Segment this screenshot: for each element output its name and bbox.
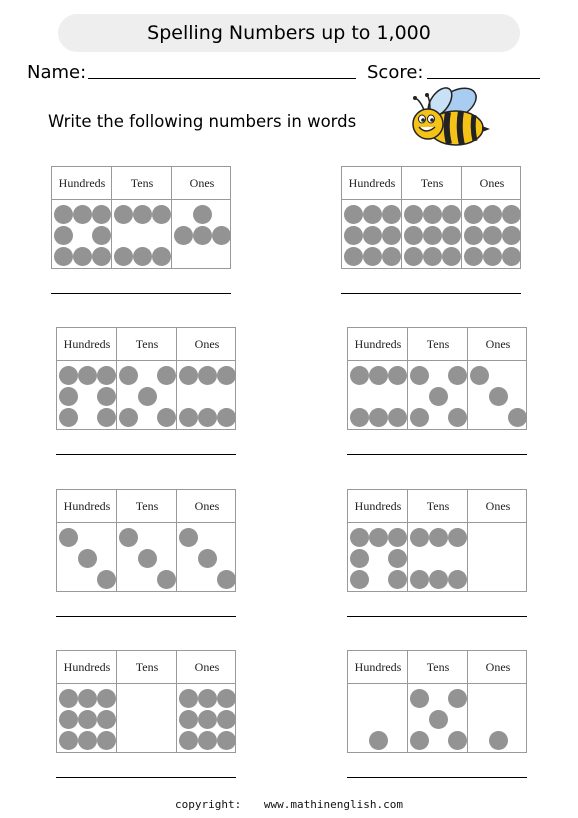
hundreds-counter bbox=[382, 247, 401, 266]
column-divider bbox=[407, 328, 408, 429]
hundreds-counter bbox=[59, 710, 78, 729]
place-value-table bbox=[347, 327, 527, 430]
place-value-table bbox=[347, 650, 527, 753]
hundreds-counter bbox=[363, 247, 382, 266]
ones-counter bbox=[502, 205, 521, 224]
tens-counter bbox=[442, 247, 461, 266]
hundreds-counter bbox=[73, 247, 92, 266]
score-label: Score: bbox=[367, 62, 424, 83]
header-tens: Tens bbox=[420, 176, 444, 190]
hundreds-counter bbox=[54, 205, 73, 224]
hundreds-counter bbox=[97, 387, 116, 406]
header-ones: Ones bbox=[194, 337, 220, 351]
tens-counter bbox=[442, 226, 461, 245]
hundreds-counter bbox=[369, 366, 388, 385]
hundreds-counter bbox=[382, 226, 401, 245]
name-field-line[interactable] bbox=[88, 78, 356, 79]
header-divider bbox=[57, 522, 235, 523]
ones-counter bbox=[198, 408, 217, 427]
tens-counter bbox=[119, 408, 138, 427]
tens-counter bbox=[119, 366, 138, 385]
answer-line[interactable] bbox=[56, 616, 236, 617]
ones-counter bbox=[502, 247, 521, 266]
answer-line[interactable] bbox=[347, 616, 527, 617]
place-value-table bbox=[56, 327, 236, 430]
hundreds-counter bbox=[388, 570, 407, 589]
name-label: Name: bbox=[27, 62, 87, 83]
hundreds-counter bbox=[92, 226, 111, 245]
answer-line[interactable] bbox=[347, 454, 527, 455]
hundreds-counter bbox=[59, 689, 78, 708]
ones-counter bbox=[217, 408, 236, 427]
tens-counter bbox=[429, 528, 448, 547]
header-tens: Tens bbox=[130, 176, 154, 190]
header-tens: Tens bbox=[426, 337, 450, 351]
ones-counter bbox=[464, 205, 483, 224]
ones-counter bbox=[193, 205, 212, 224]
tens-counter bbox=[410, 731, 429, 750]
ones-counter bbox=[198, 710, 217, 729]
answer-line[interactable] bbox=[56, 777, 236, 778]
ones-counter bbox=[464, 247, 483, 266]
ones-counter bbox=[174, 226, 193, 245]
column-divider bbox=[176, 490, 177, 591]
tens-counter bbox=[152, 205, 171, 224]
column-divider bbox=[467, 651, 468, 752]
ones-counter bbox=[217, 710, 236, 729]
hundreds-counter bbox=[369, 408, 388, 427]
hundreds-counter bbox=[344, 226, 363, 245]
hundreds-counter bbox=[363, 226, 382, 245]
ones-counter bbox=[198, 689, 217, 708]
answer-line[interactable] bbox=[51, 293, 231, 294]
ones-counter bbox=[198, 366, 217, 385]
header-hundreds: Hundreds bbox=[63, 337, 111, 351]
site-url: www.mathinenglish.com bbox=[263, 798, 403, 811]
tens-counter bbox=[157, 570, 176, 589]
tens-counter bbox=[442, 205, 461, 224]
hundreds-counter bbox=[344, 205, 363, 224]
score-field-line[interactable] bbox=[427, 78, 540, 79]
hundreds-counter bbox=[97, 689, 116, 708]
answer-line[interactable] bbox=[341, 293, 521, 294]
tens-counter bbox=[133, 205, 152, 224]
ones-counter bbox=[179, 689, 198, 708]
copyright-label: copyright: bbox=[175, 798, 242, 811]
tens-counter bbox=[114, 247, 133, 266]
column-divider bbox=[467, 490, 468, 591]
header-ones: Ones bbox=[485, 337, 511, 351]
tens-counter bbox=[138, 549, 157, 568]
column-divider bbox=[407, 651, 408, 752]
column-divider bbox=[116, 490, 117, 591]
hundreds-counter bbox=[350, 549, 369, 568]
answer-line[interactable] bbox=[347, 777, 527, 778]
hundreds-counter bbox=[73, 205, 92, 224]
hundreds-counter bbox=[92, 247, 111, 266]
header-hundreds: Hundreds bbox=[63, 499, 111, 513]
hundreds-counter bbox=[97, 570, 116, 589]
hundreds-counter bbox=[369, 528, 388, 547]
ones-counter bbox=[198, 549, 217, 568]
tens-counter bbox=[157, 366, 176, 385]
tens-counter bbox=[429, 387, 448, 406]
header-ones: Ones bbox=[485, 499, 511, 513]
column-divider bbox=[176, 328, 177, 429]
tens-counter bbox=[429, 570, 448, 589]
ones-counter bbox=[179, 710, 198, 729]
header-tens: Tens bbox=[135, 660, 159, 674]
header-hundreds: Hundreds bbox=[354, 337, 402, 351]
tens-counter bbox=[404, 226, 423, 245]
header-hundreds: Hundreds bbox=[58, 176, 106, 190]
ones-counter bbox=[489, 731, 508, 750]
hundreds-counter bbox=[92, 205, 111, 224]
hundreds-counter bbox=[350, 366, 369, 385]
place-value-table bbox=[56, 650, 236, 753]
hundreds-counter bbox=[59, 408, 78, 427]
hundreds-counter bbox=[59, 731, 78, 750]
ones-counter bbox=[217, 689, 236, 708]
tens-counter bbox=[114, 205, 133, 224]
ones-counter bbox=[198, 731, 217, 750]
hundreds-counter bbox=[54, 226, 73, 245]
hundreds-counter bbox=[350, 408, 369, 427]
ones-counter bbox=[217, 731, 236, 750]
header-ones: Ones bbox=[194, 499, 220, 513]
hundreds-counter bbox=[388, 366, 407, 385]
tens-counter bbox=[138, 387, 157, 406]
tens-counter bbox=[448, 731, 467, 750]
ones-counter bbox=[179, 408, 198, 427]
ones-counter bbox=[464, 226, 483, 245]
place-value-table bbox=[56, 489, 236, 592]
tens-counter bbox=[448, 570, 467, 589]
column-divider bbox=[467, 328, 468, 429]
ones-counter bbox=[470, 366, 489, 385]
hundreds-counter bbox=[388, 528, 407, 547]
hundreds-counter bbox=[78, 731, 97, 750]
hundreds-counter bbox=[78, 549, 97, 568]
ones-counter bbox=[212, 226, 231, 245]
header-ones: Ones bbox=[189, 176, 215, 190]
ones-counter bbox=[217, 570, 236, 589]
header-divider bbox=[57, 683, 235, 684]
header-divider bbox=[57, 360, 235, 361]
column-divider bbox=[407, 490, 408, 591]
hundreds-counter bbox=[54, 247, 73, 266]
header-divider bbox=[52, 199, 230, 200]
hundreds-counter bbox=[344, 247, 363, 266]
hundreds-counter bbox=[78, 710, 97, 729]
header-ones: Ones bbox=[479, 176, 505, 190]
column-divider bbox=[111, 167, 112, 268]
ones-counter bbox=[489, 387, 508, 406]
tens-counter bbox=[423, 205, 442, 224]
ones-counter bbox=[179, 528, 198, 547]
header-hundreds: Hundreds bbox=[354, 499, 402, 513]
header-divider bbox=[342, 199, 520, 200]
tens-counter bbox=[410, 528, 429, 547]
header-tens: Tens bbox=[135, 499, 159, 513]
tens-counter bbox=[133, 247, 152, 266]
place-value-table bbox=[347, 489, 527, 592]
tens-counter bbox=[404, 247, 423, 266]
page-title bbox=[58, 14, 520, 52]
ones-counter bbox=[179, 366, 198, 385]
hundreds-counter bbox=[363, 205, 382, 224]
tens-counter bbox=[157, 408, 176, 427]
hundreds-counter bbox=[97, 731, 116, 750]
header-ones: Ones bbox=[485, 660, 511, 674]
tens-counter bbox=[410, 689, 429, 708]
hundreds-counter bbox=[350, 528, 369, 547]
hundreds-counter bbox=[97, 366, 116, 385]
hundreds-counter bbox=[388, 408, 407, 427]
tens-counter bbox=[152, 247, 171, 266]
hundreds-counter bbox=[97, 710, 116, 729]
header-tens: Tens bbox=[426, 499, 450, 513]
bee-icon bbox=[404, 86, 494, 150]
column-divider bbox=[461, 167, 462, 268]
footer bbox=[0, 798, 578, 811]
ones-counter bbox=[502, 226, 521, 245]
place-value-table bbox=[51, 166, 231, 269]
header-tens: Tens bbox=[135, 337, 159, 351]
tens-counter bbox=[448, 689, 467, 708]
header-hundreds: Hundreds bbox=[348, 176, 396, 190]
header-hundreds: Hundreds bbox=[354, 660, 402, 674]
tens-counter bbox=[448, 528, 467, 547]
column-divider bbox=[176, 651, 177, 752]
hundreds-counter bbox=[388, 549, 407, 568]
header-tens: Tens bbox=[426, 660, 450, 674]
tens-counter bbox=[448, 408, 467, 427]
hundreds-counter bbox=[350, 570, 369, 589]
header-divider bbox=[348, 683, 526, 684]
ones-counter bbox=[483, 247, 502, 266]
header-divider bbox=[348, 522, 526, 523]
tens-counter bbox=[423, 226, 442, 245]
ones-counter bbox=[179, 731, 198, 750]
tens-counter bbox=[448, 366, 467, 385]
hundreds-counter bbox=[97, 408, 116, 427]
tens-counter bbox=[119, 528, 138, 547]
hundreds-counter bbox=[78, 689, 97, 708]
tens-counter bbox=[429, 710, 448, 729]
instruction-text: Write the following numbers in words bbox=[48, 112, 357, 131]
header-hundreds: Hundreds bbox=[63, 660, 111, 674]
answer-line[interactable] bbox=[56, 454, 236, 455]
title-text: Spelling Numbers up to 1,000 bbox=[147, 22, 431, 44]
hundreds-counter bbox=[382, 205, 401, 224]
header-divider bbox=[348, 360, 526, 361]
ones-counter bbox=[508, 408, 527, 427]
header-ones: Ones bbox=[194, 660, 220, 674]
hundreds-counter bbox=[59, 366, 78, 385]
tens-counter bbox=[410, 408, 429, 427]
column-divider bbox=[116, 651, 117, 752]
column-divider bbox=[116, 328, 117, 429]
tens-counter bbox=[404, 205, 423, 224]
ones-counter bbox=[193, 226, 212, 245]
column-divider bbox=[171, 167, 172, 268]
ones-counter bbox=[483, 226, 502, 245]
hundreds-counter bbox=[369, 731, 388, 750]
ones-counter bbox=[217, 366, 236, 385]
hundreds-counter bbox=[78, 366, 97, 385]
tens-counter bbox=[410, 366, 429, 385]
ones-counter bbox=[483, 205, 502, 224]
hundreds-counter bbox=[59, 387, 78, 406]
column-divider bbox=[401, 167, 402, 268]
place-value-table bbox=[341, 166, 521, 269]
tens-counter bbox=[423, 247, 442, 266]
tens-counter bbox=[410, 570, 429, 589]
hundreds-counter bbox=[59, 528, 78, 547]
